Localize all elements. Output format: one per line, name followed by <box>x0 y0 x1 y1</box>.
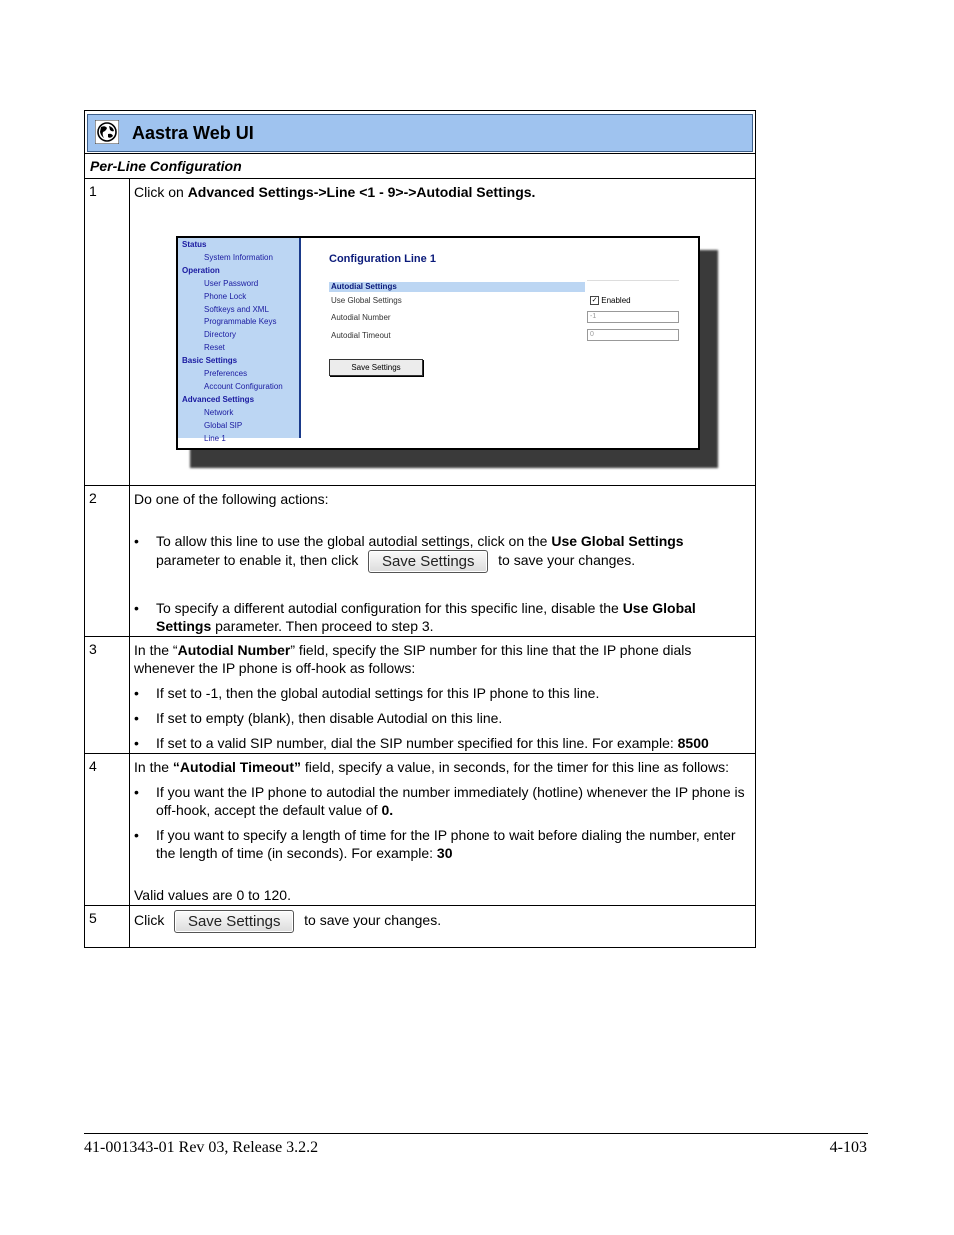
list-item <box>134 783 750 819</box>
bullet-bold: Use Global Settings <box>551 533 684 549</box>
step-intro <box>134 641 750 677</box>
autodial-timeout-label: Autodial Timeout <box>331 331 391 340</box>
table-row <box>84 906 756 948</box>
bullet-text: To allow this line to use the global autodial settings, click on the <box>156 533 552 549</box>
use-global-checkbox[interactable] <box>590 296 631 305</box>
valid-values-note: Valid values are 0 to 120. <box>134 887 291 903</box>
step-number-cell <box>85 754 130 905</box>
save-settings-button-image: Save Settings <box>368 550 488 573</box>
bullet-bold: 0. <box>381 802 394 818</box>
step-text: to save your changes. <box>304 912 442 929</box>
header-title: Aastra Web UI <box>132 123 254 143</box>
step-content <box>134 758 750 904</box>
step-number: 5 <box>89 910 97 926</box>
subheader-text: Per-Line Configuration <box>90 158 242 174</box>
step-content <box>134 641 750 752</box>
intro-text: ” field, specify the SIP number for this line that the IP phone dials whenever the IP phone is off-hook as follows: <box>134 642 692 676</box>
nav-item[interactable]: Network <box>204 407 234 417</box>
save-settings-button[interactable]: Save Settings <box>329 359 423 376</box>
intro-bold: “Autodial Timeout” <box>172 759 301 775</box>
list-item <box>134 532 750 573</box>
nav-section[interactable]: Advanced Settings <box>182 394 255 404</box>
step-number: 4 <box>89 758 97 774</box>
intro-text: field, specify a value, in seconds, for the timer for this line as follows: <box>301 759 729 775</box>
bullet-text: If you want the IP phone to autodial the number immediately (hotline) whenever the IP phone is off-hook, accept the default value of <box>156 784 745 818</box>
nav-item[interactable]: Account Configuration <box>204 381 283 391</box>
step-number: 2 <box>89 490 97 506</box>
save-settings-button-image: Save Settings <box>174 910 294 933</box>
screenshot-sidebar <box>178 238 301 443</box>
autodial-number-label: Autodial Number <box>331 313 391 322</box>
bullet-text: parameter. Then proceed to step 3. <box>211 618 434 634</box>
list-item <box>134 734 750 752</box>
autodial-number-field[interactable]: -1 <box>587 311 679 323</box>
bullet-bold: 30 <box>436 845 453 861</box>
nav-item[interactable]: Line 1 <box>204 433 226 443</box>
nav-item[interactable]: System Information <box>204 252 273 262</box>
step-number-cell <box>85 486 130 636</box>
step-path: Advanced Settings->Line <1 - 9>->Autodial Settings. <box>187 184 536 200</box>
step-content <box>134 910 750 933</box>
step-text: Click <box>134 912 165 929</box>
list-item <box>134 599 750 635</box>
nav-item[interactable]: Preferences <box>204 369 248 378</box>
step-number-cell <box>85 906 130 947</box>
bullet-text: to save your changes. <box>498 552 636 569</box>
intro-bold: Autodial Number <box>177 642 291 658</box>
section-title: Autodial Settings <box>331 282 397 291</box>
table-header <box>84 110 756 154</box>
step-intro <box>134 758 750 776</box>
bullet-bold: Use Global Settings <box>156 600 696 634</box>
footer-doc-id: 41-001343-01 Rev 03, Release 3.2.2 <box>84 1139 319 1156</box>
screenshot-frame <box>176 236 700 450</box>
nav-section[interactable]: Status <box>182 240 207 249</box>
step-number: 3 <box>89 641 97 657</box>
config-title: Configuration Line 1 <box>329 253 436 265</box>
list-item <box>134 826 750 862</box>
bullet-text: If you want to specify a length of time for the IP phone to wait before dialing the number, enter the length of time (in seconds). For example: <box>156 827 736 861</box>
table-row <box>84 486 756 637</box>
list-item: • If set to -1, then the global autodial settings for this IP phone to this line. <box>134 684 750 702</box>
nav-section[interactable]: Basic Settings <box>182 356 238 366</box>
step-content <box>134 490 750 635</box>
divider <box>587 280 679 281</box>
nav-item[interactable]: Reset <box>204 343 225 353</box>
enabled-label: Enabled <box>601 296 631 305</box>
nav-item[interactable]: Programmable Keys <box>204 317 277 327</box>
nav-item[interactable]: Phone Lock <box>204 291 247 301</box>
footer-page-number: 4-103 <box>829 1139 867 1156</box>
nav-section[interactable]: Operation <box>182 265 220 275</box>
globe-icon <box>95 120 119 144</box>
footer-rule <box>84 1133 868 1134</box>
step-number-cell <box>85 179 130 485</box>
step-text: Click on <box>134 184 188 200</box>
bullet-text: If set to a valid SIP number, dial the SIP number specified for this line. For example: <box>156 735 678 751</box>
bullet-bold: 8500 <box>677 735 709 751</box>
web-ui-screenshot <box>176 236 716 466</box>
list-item: • If set to empty (blank), then disable Autodial on this line. <box>134 709 750 727</box>
table-subheader <box>84 154 756 179</box>
intro-text: In the “ <box>134 642 178 658</box>
intro-text: In the <box>134 759 173 775</box>
bullet-text: To specify a different autodial configuration for this specific line, disable the <box>156 600 623 616</box>
nav-item[interactable]: User Password <box>204 278 259 288</box>
nav-item[interactable]: Softkeys and XML <box>204 304 269 314</box>
step-number-cell <box>85 637 130 753</box>
nav-item[interactable]: Directory <box>204 330 237 340</box>
header-bar <box>87 114 753 152</box>
step-number: 1 <box>89 183 97 199</box>
section-bar <box>329 282 585 292</box>
bullet-text: parameter to enable it, then click <box>156 552 359 569</box>
table-row <box>84 637 756 754</box>
table-row <box>84 754 756 906</box>
checkbox-box[interactable]: ✓ <box>591 297 598 305</box>
step-intro: Do one of the following actions: <box>134 491 329 507</box>
use-global-label: Use Global Settings <box>331 296 402 305</box>
step-content <box>134 183 750 201</box>
autodial-timeout-field[interactable]: 0 <box>587 329 679 341</box>
nav-item[interactable]: Global SIP <box>204 420 243 430</box>
